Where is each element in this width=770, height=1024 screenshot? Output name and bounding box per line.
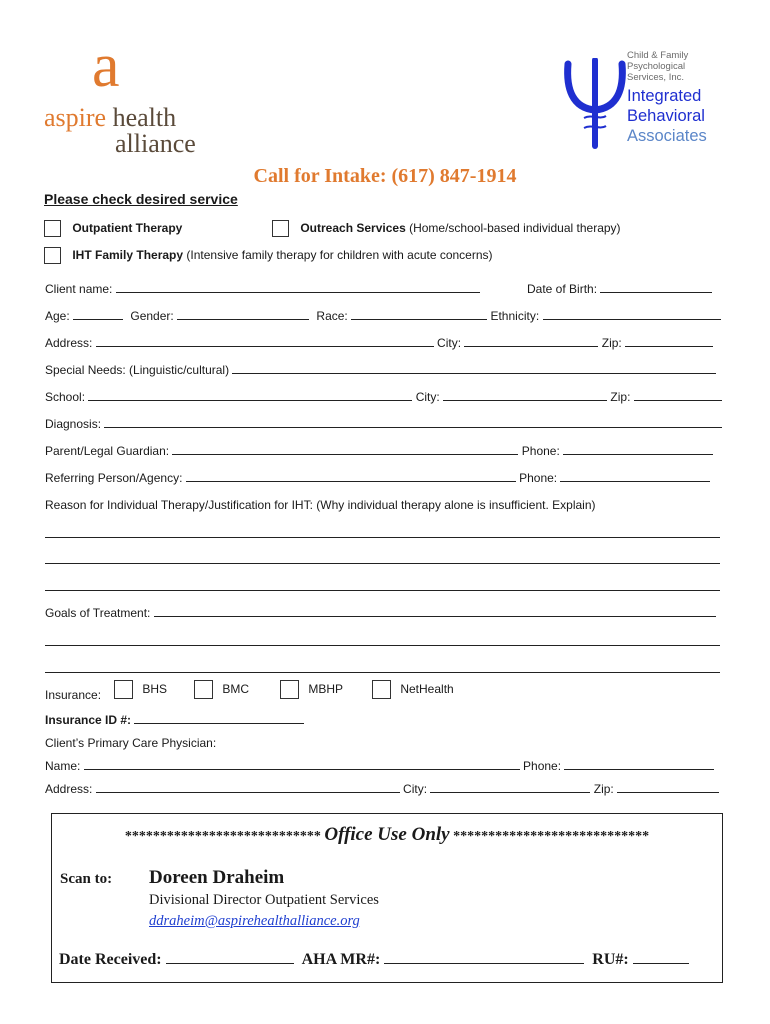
outreach-label: Outreach Services: [300, 221, 406, 235]
aha-logo-line1: [44, 104, 176, 132]
goals-row: [45, 605, 716, 621]
pcp-name-row: [45, 758, 714, 774]
pcp-city-input[interactable]: [430, 781, 590, 793]
client-city-input[interactable]: [464, 335, 598, 347]
service-outreach: [272, 220, 621, 237]
mbhp-checkbox[interactable]: [280, 680, 299, 699]
nethealth-checkbox[interactable]: [372, 680, 391, 699]
insurance-id-input[interactable]: [134, 712, 304, 724]
iba-small-line: Psychological: [627, 61, 686, 72]
ethnicity-label: Ethnicity:: [490, 309, 540, 323]
goals-input[interactable]: [154, 605, 716, 617]
insurance-id-label: Insurance ID #:: [45, 713, 132, 727]
outreach-checkbox[interactable]: [272, 220, 289, 237]
special-needs-input[interactable]: [232, 362, 716, 374]
service-outpatient: [44, 220, 182, 237]
age-input[interactable]: [73, 308, 123, 320]
mbhp-label: MBHP: [308, 681, 344, 696]
guardian-label: Parent/Legal Guardian:: [45, 444, 170, 458]
dob-row: [527, 281, 712, 297]
date-received-label: Date Received:: [59, 951, 162, 968]
contact-email-link[interactable]: ddraheim@aspirehealthalliance.org: [149, 913, 360, 929]
pcp-address-input[interactable]: [96, 781, 400, 793]
client-name-input[interactable]: [116, 281, 480, 293]
outreach-note: (Home/school-based individual therapy): [409, 221, 621, 235]
referring-phone-label: Phone:: [519, 471, 558, 485]
bhs-checkbox[interactable]: [114, 680, 133, 699]
pcp-address-row: [45, 781, 719, 797]
iba-big-line: Associates: [627, 127, 707, 145]
scan-to-label: Scan to:: [60, 871, 113, 887]
office-fields-row: [59, 950, 689, 969]
outpatient-label: Outpatient Therapy: [72, 221, 183, 235]
ru-input[interactable]: [633, 950, 689, 964]
intake-phone: Call for Intake: (617) 847-1914: [253, 165, 517, 187]
school-city-input[interactable]: [443, 389, 607, 401]
iba-big-line: Integrated: [627, 87, 702, 105]
office-use-heading: Office Use Only: [324, 824, 450, 845]
iba-small-line: Child & Family: [627, 50, 689, 61]
special-needs-row: [45, 362, 716, 378]
age-label: Age:: [45, 309, 70, 323]
insurance-option-nethealth: [372, 680, 454, 699]
ethnicity-input[interactable]: [543, 308, 721, 320]
iba-big-line: Behavioral: [627, 107, 705, 125]
contact-title: Divisional Director Outpatient Services: [149, 892, 379, 908]
referring-row: [45, 470, 710, 486]
date-received-input[interactable]: [166, 950, 294, 964]
guardian-phone-input[interactable]: [563, 443, 713, 455]
aha-logo-word-aspire: aspire: [44, 103, 107, 132]
ru-label: RU#:: [592, 951, 629, 968]
iba-logo-big-text: [627, 86, 707, 146]
dob-input[interactable]: [600, 281, 712, 293]
pcp-zip-label: Zip:: [593, 782, 614, 796]
race-label: Race:: [316, 309, 348, 323]
insurance-option-mbhp: [280, 680, 343, 699]
pcp-phone-label: Phone:: [523, 759, 562, 773]
guardian-row: [45, 443, 713, 459]
iba-logo-small-text: [627, 50, 688, 83]
school-zip-label: Zip:: [610, 390, 631, 404]
race-input[interactable]: [351, 308, 487, 320]
reason-input-line[interactable]: [45, 590, 720, 591]
guardian-input[interactable]: [172, 443, 518, 455]
school-city-label: City:: [415, 390, 440, 404]
diagnosis-input[interactable]: [104, 416, 722, 428]
aha-logo-line2: alliance: [115, 129, 196, 158]
psi-symbol-icon: [562, 58, 628, 150]
contact-name: Doreen Draheim: [149, 867, 285, 888]
school-input[interactable]: [88, 389, 412, 401]
pcp-phone-input[interactable]: [564, 758, 714, 770]
service-iht: [44, 247, 493, 264]
pcp-name-input[interactable]: [84, 758, 520, 770]
goals-label: Goals of Treatment:: [45, 606, 151, 620]
nethealth-label: NetHealth: [400, 681, 454, 696]
diagnosis-label: Diagnosis:: [45, 417, 102, 431]
iht-note: (Intensive family therapy for children with acute concerns): [186, 248, 493, 262]
diagnosis-row: [45, 416, 722, 432]
aha-logo-mark: a: [92, 32, 120, 100]
address-label: Address:: [45, 336, 93, 350]
insurance-label: Insurance:: [45, 688, 102, 702]
pcp-zip-input[interactable]: [617, 781, 719, 793]
school-zip-input[interactable]: [634, 389, 722, 401]
aha-logo-word-health: health: [112, 103, 177, 132]
city-label: City:: [437, 336, 462, 350]
gender-label: Gender:: [130, 309, 174, 323]
reason-input-line[interactable]: [45, 563, 720, 564]
insurance-option-bhs: [114, 680, 167, 699]
client-address-row: [45, 335, 713, 351]
referring-label: Referring Person/Agency:: [45, 471, 183, 485]
client-name-label: Client name:: [45, 282, 113, 296]
aha-mr-input[interactable]: [384, 950, 584, 964]
office-stars-right: ****************************: [453, 829, 650, 844]
special-needs-label: Special Needs: (Linguistic/cultural): [45, 363, 230, 377]
goals-input-line[interactable]: [45, 672, 720, 673]
bmc-checkbox[interactable]: [194, 680, 213, 699]
reason-input-line[interactable]: [45, 537, 720, 538]
bhs-label: BHS: [142, 681, 168, 696]
school-label: School:: [45, 390, 86, 404]
zip-label: Zip:: [601, 336, 622, 350]
pcp-address-label: Address:: [45, 782, 93, 796]
aha-mr-label: AHA MR#:: [301, 951, 381, 968]
iht-checkbox[interactable]: [44, 247, 61, 264]
referring-input[interactable]: [186, 470, 516, 482]
outpatient-checkbox[interactable]: [44, 220, 61, 237]
pcp-label: Client’s Primary Care Physician:: [45, 736, 217, 750]
service-heading: Please check desired service: [44, 191, 238, 207]
reason-label: Reason for Individual Therapy/Justification for IHT: (Why individual therapy alone is insufficient. Explain): [45, 498, 596, 512]
guardian-phone-label: Phone:: [521, 444, 560, 458]
client-address-input[interactable]: [96, 335, 434, 347]
dob-label: Date of Birth:: [527, 282, 598, 296]
pcp-name-label: Name:: [45, 759, 81, 773]
bmc-label: BMC: [222, 681, 250, 696]
client-zip-input[interactable]: [625, 335, 713, 347]
iba-small-line: Services, Inc.: [627, 72, 685, 83]
office-use-title: [52, 824, 722, 846]
office-use-box: [51, 813, 723, 983]
school-row: [45, 389, 722, 405]
gender-input[interactable]: [177, 308, 309, 320]
office-stars-left: ****************************: [124, 829, 321, 844]
iht-label: IHT Family Therapy: [72, 248, 184, 262]
goals-input-line[interactable]: [45, 645, 720, 646]
insurance-id-row: [45, 712, 304, 728]
referring-phone-input[interactable]: [560, 470, 710, 482]
demographics-row: [45, 308, 721, 324]
client-name-row: [45, 281, 480, 297]
pcp-city-label: City:: [403, 782, 428, 796]
insurance-option-bmc: [194, 680, 249, 699]
